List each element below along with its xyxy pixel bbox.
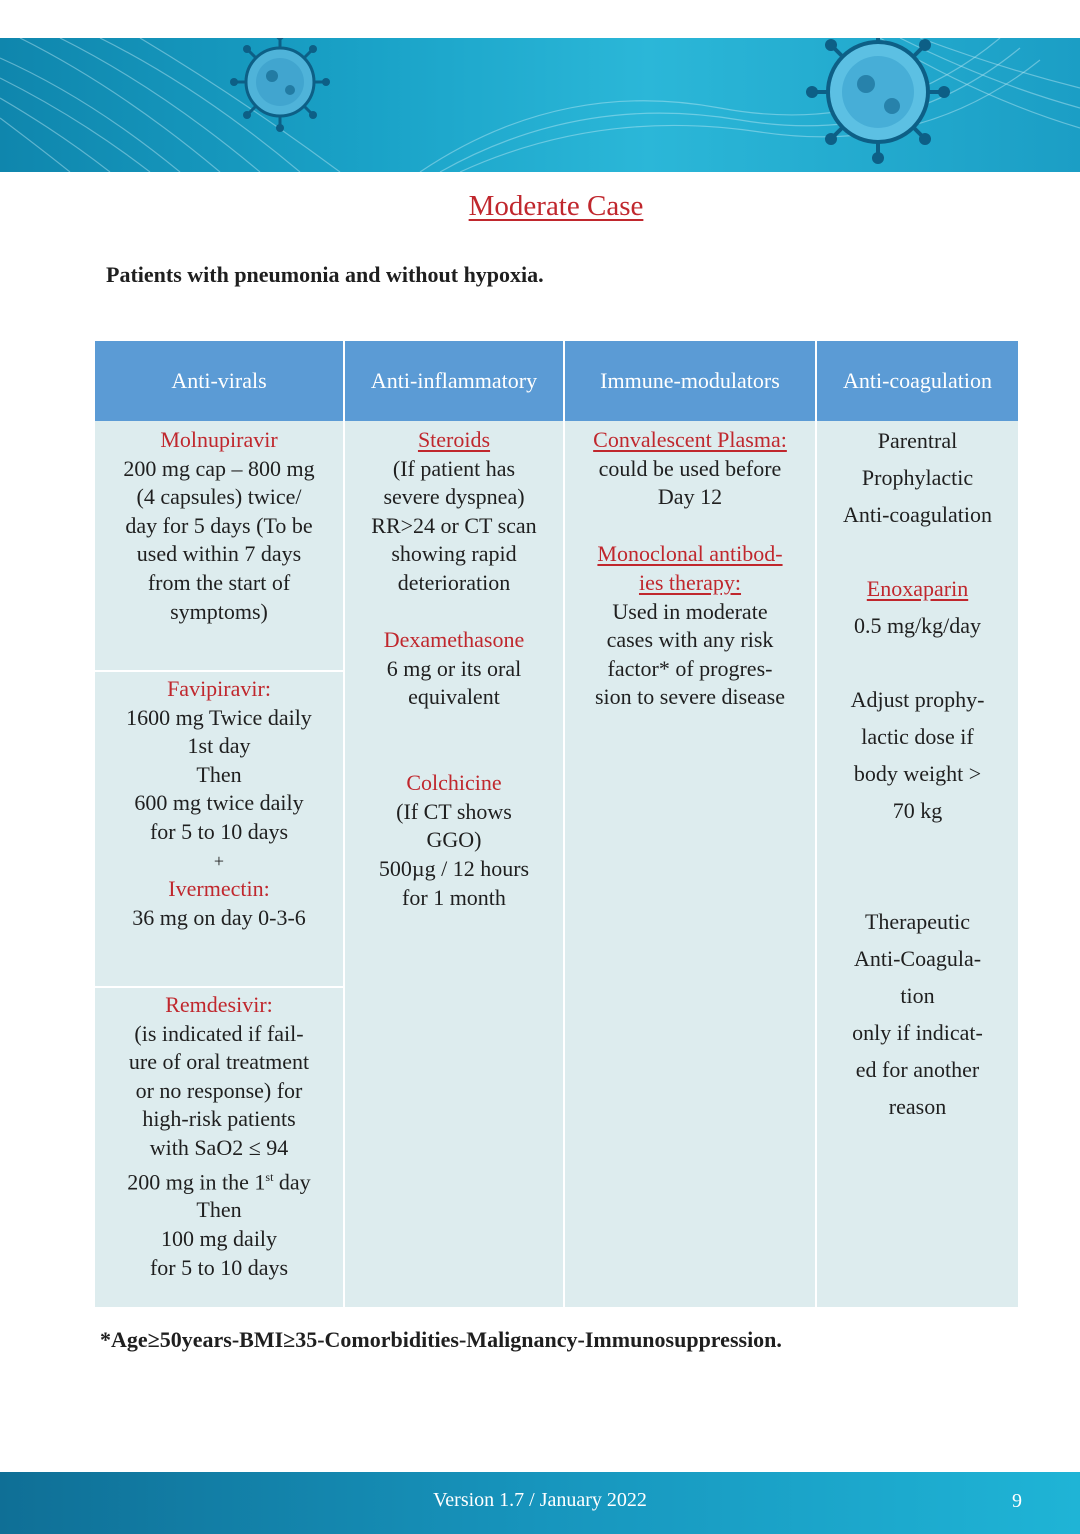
coag-detail: Therapeutic: [864, 909, 971, 934]
cell-anti-coagulation: [817, 422, 1018, 1125]
drug-detail: RR>24 or CT scan: [371, 512, 537, 538]
drug-detail: for 5 to 10 days: [149, 1254, 289, 1280]
footnote: *Age≥50years-BMI≥35-Comorbidities-Malignancy-Immunosuppression.: [100, 1327, 782, 1352]
drug-detail: 600 mg twice daily: [134, 790, 304, 816]
treatment-table: [95, 341, 1018, 1307]
spacer: [565, 512, 815, 541]
drug-detail: 36 mg on day 0-3-6: [132, 904, 306, 930]
coag-detail: Parentral: [877, 428, 958, 453]
drug-detail: deterioration: [397, 569, 511, 595]
drug-name-steroids: Steroids: [417, 427, 491, 452]
drug-detail: for 1 month: [402, 884, 506, 910]
drug-detail: showing rapid: [391, 541, 517, 567]
drug-name-dexamethasone: Dexamethasone: [383, 627, 525, 653]
dose-superscript: st: [265, 1169, 274, 1184]
coag-detail: reason: [888, 1094, 947, 1119]
header-anti-inflammatory: Anti-inflammatory: [370, 368, 538, 393]
drug-detail: sion to severe disease: [595, 684, 785, 710]
dose-text: 200 mg in the 1: [127, 1168, 266, 1194]
cell-favipiravir: [95, 675, 343, 932]
spacer: [345, 712, 563, 741]
drug-name-favipiravir: Favipiravir:: [167, 676, 271, 701]
spacer: [345, 741, 563, 770]
coag-detail: 70 kg: [892, 798, 943, 823]
drug-detail: day for 5 days (To be: [125, 512, 313, 538]
drug-detail: or no response) for: [135, 1077, 303, 1103]
spacer: [345, 598, 563, 627]
spacer: [817, 866, 1018, 903]
page-subtitle: Patients with pneumonia and without hypoxia.: [106, 262, 544, 287]
drug-detail: 500µg / 12 hours: [378, 855, 530, 881]
cell-molnupiravir: [95, 426, 343, 626]
coag-detail: Prophylactic: [861, 465, 974, 490]
drug-name-molnupiravir: Molnupiravir: [160, 427, 278, 452]
drug-name-ivermectin: Ivermectin:: [168, 876, 270, 902]
drug-detail: symptoms): [170, 598, 268, 624]
drug-dose-line: [95, 1163, 343, 1197]
dose-text: day: [273, 1168, 311, 1194]
drug-detail: (is indicated if fail-: [134, 1020, 304, 1046]
drug-name-convalescent-plasma: Convalescent Plasma:: [593, 427, 787, 452]
coag-detail: only if indicat-: [852, 1020, 983, 1045]
spacer: [817, 829, 1018, 866]
cell-remdesivir: [95, 991, 343, 1282]
drug-detail: Then: [196, 761, 242, 787]
coag-detail: tion: [900, 983, 935, 1008]
drug-detail: used within 7 days: [136, 541, 302, 567]
virus-icon: [806, 38, 950, 164]
header-antivirals: Anti-virals: [171, 368, 267, 393]
coag-detail: ed for another: [855, 1057, 980, 1082]
drug-detail: 100 mg daily: [160, 1226, 278, 1252]
drug-detail: equivalent: [408, 684, 500, 710]
row-divider: [95, 986, 343, 988]
drug-detail: (4 capsules) twice/: [136, 484, 302, 510]
header-banner: [0, 38, 1080, 172]
spacer: [817, 533, 1018, 570]
drug-detail: could be used before: [598, 455, 782, 481]
coag-detail: Adjust prophy-: [850, 687, 985, 712]
drug-detail: high-risk patients: [142, 1106, 296, 1132]
drug-detail: 6 mg or its oral: [386, 655, 522, 681]
drug-detail: Then: [196, 1197, 242, 1223]
drug-name-enoxaparin: Enoxaparin: [866, 576, 969, 601]
coag-detail: Anti-coagulation: [842, 502, 993, 527]
virus-icon: [230, 38, 330, 132]
drug-detail: Day 12: [657, 484, 723, 510]
drug-name-monoclonal: Monoclonal antibod-: [597, 541, 783, 567]
top-margin: [0, 0, 1080, 38]
drug-detail: factor* of progres-: [607, 655, 773, 681]
header-immune-modulators: Immune-modulators: [600, 368, 780, 393]
drug-detail: Used in moderate: [612, 598, 768, 624]
page-number: 9: [1012, 1490, 1022, 1512]
coag-detail: body weight >: [853, 761, 982, 786]
plus-sign: +: [213, 850, 225, 871]
drug-detail: (If patient has: [392, 455, 516, 481]
drug-name-monoclonal: ies therapy:: [638, 569, 742, 595]
row-divider: [95, 670, 343, 672]
spacer: [817, 644, 1018, 681]
coag-detail: 0.5 mg/kg/day: [853, 613, 982, 638]
drug-detail: 1st day: [187, 733, 251, 759]
drug-detail: cases with any risk: [606, 627, 774, 653]
header-anti-coagulation: Anti-coagulation: [842, 368, 993, 393]
drug-name-colchicine: Colchicine: [406, 770, 502, 796]
drug-detail: with SaO2 ≤ 94: [149, 1134, 289, 1160]
version-label: Version 1.7 / January 2022: [433, 1489, 647, 1511]
drug-detail: severe dyspnea): [383, 484, 525, 510]
drug-detail: ure of oral treatment: [128, 1049, 310, 1075]
drug-detail: 1600 mg Twice daily: [126, 704, 312, 730]
drug-detail: GGO): [426, 827, 482, 853]
table-header-row: [95, 341, 1018, 421]
footer-bar: [0, 1472, 1080, 1534]
drug-name-remdesivir: Remdesivir:: [165, 992, 273, 1017]
drug-detail: for 5 to 10 days: [149, 818, 289, 844]
drug-detail: 200 mg cap – 800 mg: [123, 455, 315, 481]
coag-detail: Anti-Coagula-: [853, 946, 982, 971]
cell-immune-modulators: [565, 426, 815, 712]
page-title: Moderate Case: [468, 190, 644, 222]
drug-detail: (If CT shows: [396, 798, 512, 824]
drug-detail: from the start of: [147, 569, 291, 595]
coag-detail: lactic dose if: [861, 724, 974, 749]
cell-anti-inflammatory: [345, 426, 563, 912]
